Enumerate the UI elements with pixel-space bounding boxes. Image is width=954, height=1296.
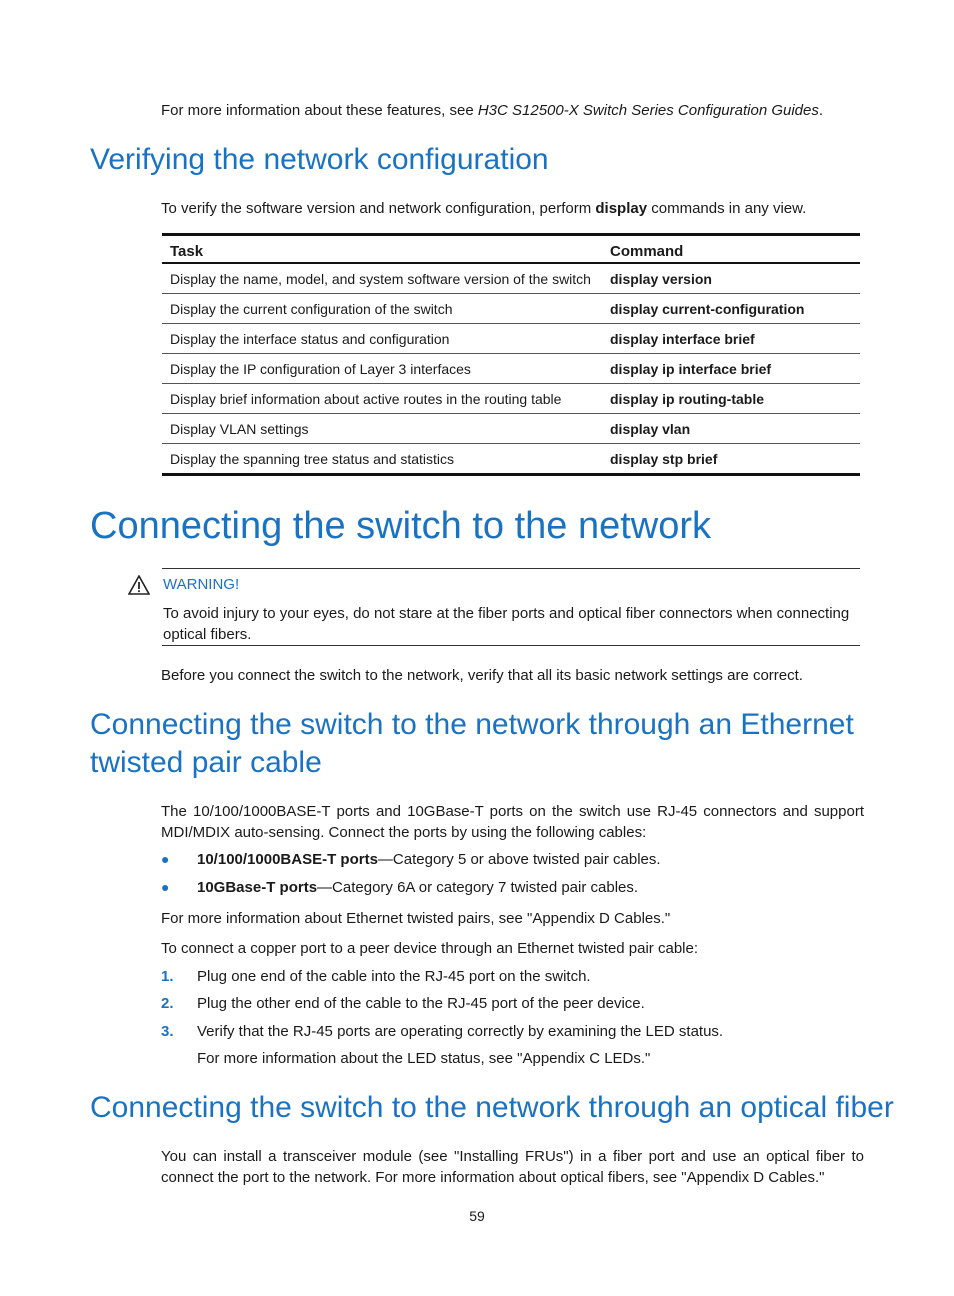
task-cell: Display the name, model, and system software version of the switch [162,263,602,294]
warning-label: WARNING! [163,576,240,593]
table-row [162,294,860,324]
bullet-icon: ● [161,879,170,895]
list-item: 3. Verify that the RJ-45 ports are operating correctly by examining the LED status. [161,1023,724,1040]
ethernet-para1: The 10/100/1000BASE-T ports and 10GBase-T ports on the switch use RJ-45 connectors and support MDI/MDIX auto-sensing. Connect the ports by using the following cables: [161,803,864,841]
ethernet-para2: For more information about Ethernet twisted pairs, see "Appendix D Cables." [161,910,671,927]
warning-text: To avoid injury to your eyes, do not stare at the fiber ports and optical fiber connectors when connecting optical fibers. [163,605,850,643]
connect-heading: Connecting the switch to the network [90,505,712,547]
ethernet-heading: Connecting the switch to the network through an Ethernet twisted pair cable [90,708,854,779]
task-cell: Display brief information about active routes in the routing table [162,384,602,414]
table-row [162,263,860,294]
list-item: 1. Plug one end of the cable into the RJ-45 port on the switch. [161,968,591,985]
header-task: Task [170,243,204,260]
ethernet-steps [161,966,861,1048]
task-cell: Display the IP configuration of Layer 3 interfaces [162,354,602,384]
header-command: Command [610,243,684,260]
table-header-row [162,235,860,264]
task-cell: Display VLAN settings [162,414,602,444]
connect-paragraph: Before you connect the switch to the network, verify that all its basic network settings are correct. [161,667,803,684]
command-cell: display ip routing-table [602,384,860,414]
table-row [162,384,860,414]
bullet-icon: ● [161,851,170,867]
command-cell: display vlan [602,414,860,444]
table-row [162,414,860,444]
task-cell: Display the interface status and configuration [162,324,602,354]
page-number: 59 [469,1208,485,1224]
table-row [162,354,860,384]
step-note: For more information about the LED status, see "Appendix C LEDs." [197,1050,651,1067]
verify-intro: To verify the software version and network configuration, perform display commands in any view. [161,200,807,217]
task-cell: Display the current configuration of the switch [162,294,602,324]
command-cell: display stp brief [602,444,860,475]
list-item: 2. Plug the other end of the cable to the RJ-45 port of the peer device. [161,995,645,1012]
command-cell: display ip interface brief [602,354,860,384]
ethernet-bullets [161,849,861,905]
intro-paragraph: For more information about these features, see H3C S12500-X Switch Series Configuration Guides. [161,102,824,119]
command-cell: display interface brief [602,324,860,354]
fiber-paragraph: You can install a transceiver module (see "Installing FRUs") in a fiber port and use an optical fiber to connect the port to the network. For more information about optical fibers, see "Appendix D Cables." [161,1148,864,1186]
verify-heading: Verifying the network configuration [90,143,549,176]
ethernet-para3: To connect a copper port to a peer device through an Ethernet twisted pair cable: [161,940,698,957]
list-item: ● 10/100/1000BASE-T ports—Category 5 or above twisted pair cables. [161,849,861,877]
command-cell: display current-configuration [602,294,860,324]
table-row [162,444,860,475]
table-row [162,324,860,354]
fiber-heading: Connecting the switch to the network through an optical fiber [90,1091,894,1124]
command-cell: display version [602,263,860,294]
task-cell: Display the spanning tree status and statistics [162,444,602,475]
list-item: ● 10GBase-T ports—Category 6A or category 7 twisted pair cables. [161,877,861,905]
warning-icon [128,575,150,600]
verify-table [162,233,860,476]
